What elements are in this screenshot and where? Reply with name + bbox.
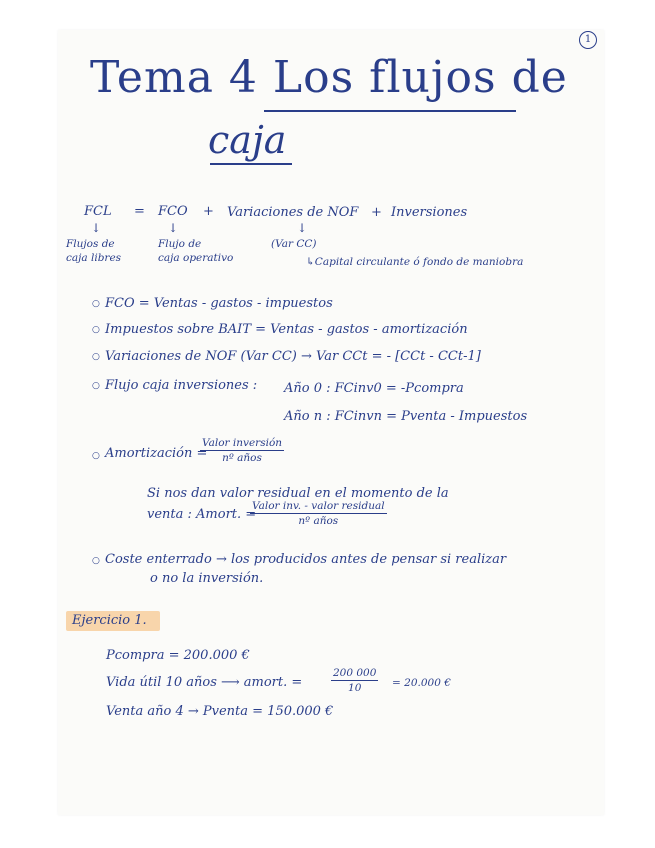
fco-description-1: Flujo de [158,238,202,250]
bullet-icon: ○ [92,381,100,391]
down-arrow-icon: ↓ [297,221,308,235]
residual-numerator: Valor inv. - valor residual [252,500,385,512]
residual-text: Si nos dan valor residual en el momento de la [147,486,449,501]
fcl-description-1: Flujos de [66,238,115,250]
bullet-icon: ○ [92,556,100,566]
bullet-icon: ○ [92,352,100,362]
down-arrow-icon: ↓ [168,221,179,235]
bullet-fco: FCO = Ventas - gastos - impuestos [105,296,333,311]
bullet-flujo-inversiones: Flujo caja inversiones : [105,378,258,393]
ejercicio-pcompra: Pcompra = 200.000 € [106,648,250,663]
residual-denominator: nº años [298,515,339,527]
bullet-variaciones: Variaciones de NOF (Var CC) → Var CCt = - [CCt - CCt-1] [105,349,481,364]
bullet-icon: ○ [92,299,100,309]
fco-term: FCO [158,204,188,219]
amortizacion-denominator: nº años [222,452,262,464]
ejercicio-vida-denominator: 10 [348,682,362,694]
eq-sign: = [134,204,145,219]
title-underline [264,110,516,112]
ejercicio-venta: Venta año 4 → Pventa = 150.000 € [106,704,334,719]
ejercicio-vida-result: = 20.000 € [392,677,451,689]
plus-sign-2: + [371,205,382,220]
bullet-impuestos: Impuestos sobre BAIT = Ventas - gastos - amortización [105,322,468,337]
fcl-term: FCL [84,204,112,219]
coste-enterrado-line1: Coste enterrado → los producidos antes de pensar si realizar [105,552,507,567]
amortizacion-label: Amortización = [105,446,208,461]
amortizacion-fraction [200,437,284,464]
bullet-icon: ○ [92,325,100,335]
inversiones-term: Inversiones [391,205,468,220]
title2-underline [210,163,292,165]
flujo-inversiones-ano-n: Año n : FCinvn = Pventa - Impuestos [284,409,528,424]
cc-description: ↳Capital circulante ó fondo de maniobra [306,256,524,268]
ejercicio-vida-label: Vida útil 10 años ⟶ amort. = [106,675,303,690]
fcl-description-2: caja libres [66,252,122,264]
down-arrow-icon: ↓ [91,221,102,235]
residual-label: venta : Amort. = [147,507,257,522]
var-cc-label: (Var CC) [271,238,317,250]
ejercicio-heading: Ejercicio 1. [72,613,147,628]
residual-fraction [250,500,387,527]
amortizacion-numerator: Valor inversión [202,437,283,449]
page-title: Tema 4 Los flujos de [90,52,568,103]
flujo-inversiones-ano-0: Año 0 : FCinv0 = -Pcompra [284,381,464,396]
fco-description-2: caja operativo [158,252,234,264]
ejercicio-vida-numerator: 200 000 [333,667,377,679]
ejercicio-vida-fraction [331,667,378,694]
coste-enterrado-line2: o no la inversión. [150,571,264,586]
bullet-icon: ○ [92,451,100,461]
plus-sign-1: + [203,204,214,219]
var-nof-term: Variaciones de NOF [227,205,359,220]
page-title-line2: caja [208,118,287,162]
page-number: 1 [579,31,597,49]
